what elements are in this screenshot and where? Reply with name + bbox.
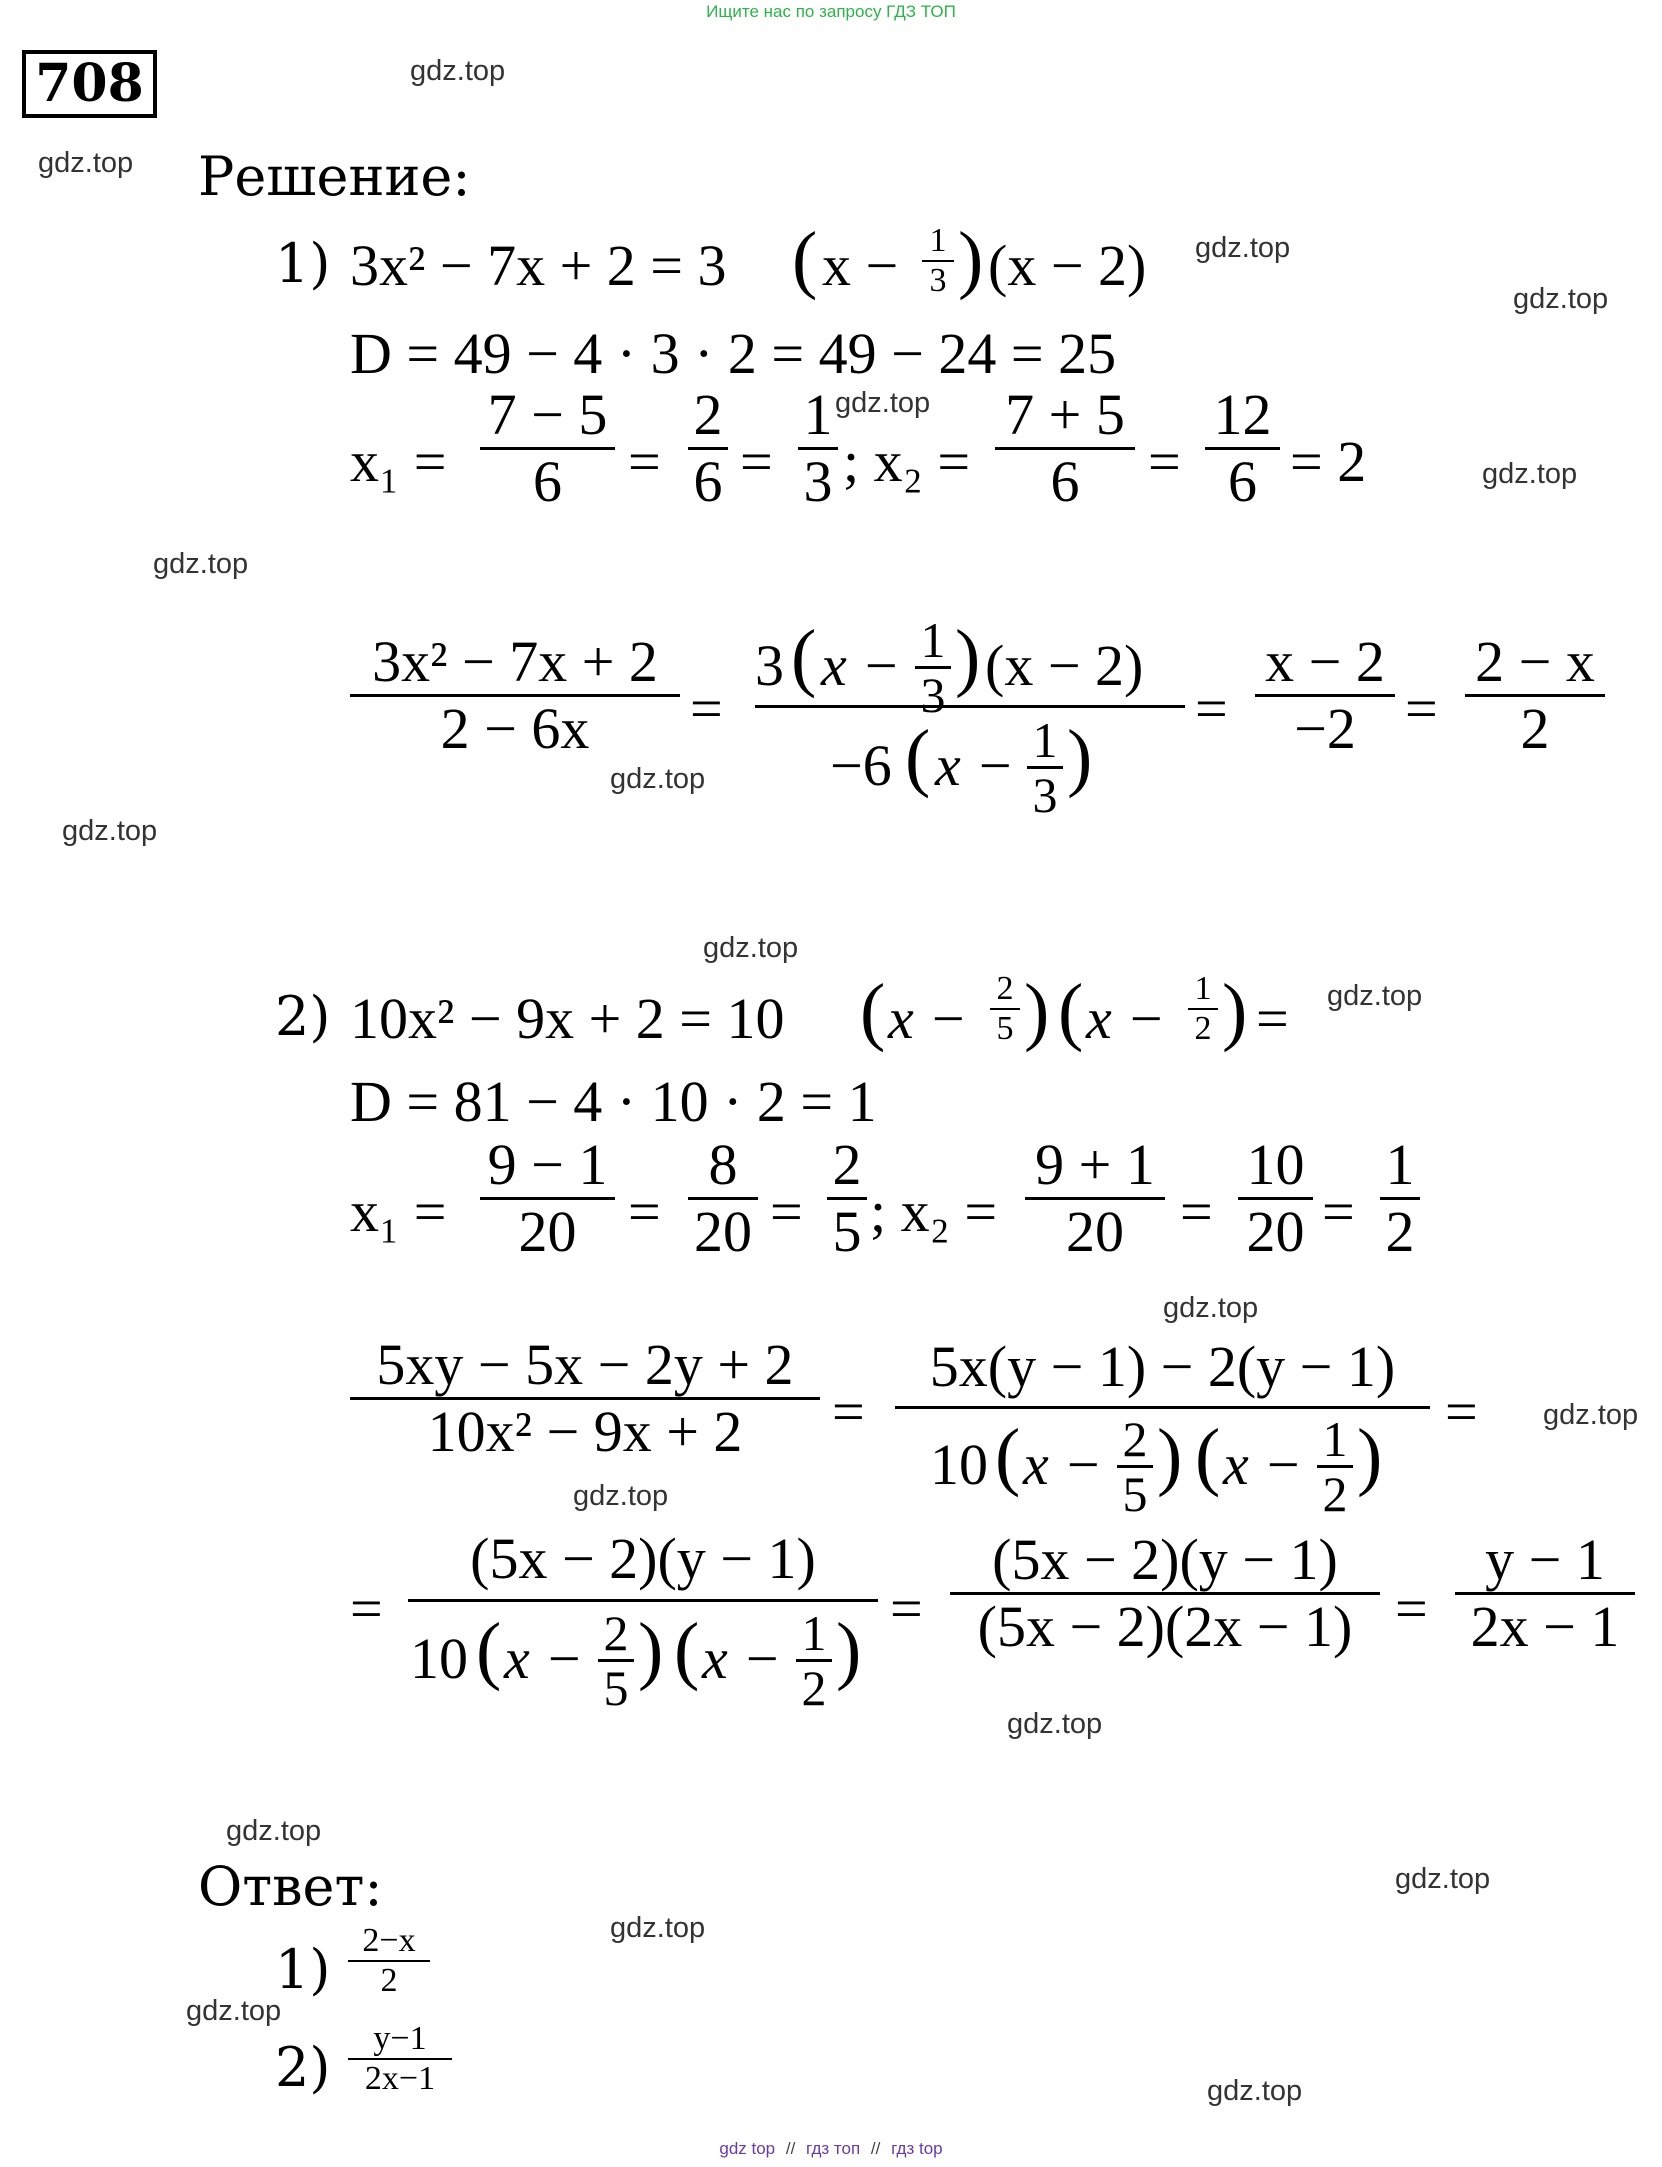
frac-num: y−1 — [373, 2020, 427, 2057]
frac-num: 5xy − 5x − 2y + 2 — [376, 1332, 794, 1397]
frac-num: 3x² − 7x + 2 — [372, 629, 658, 694]
frac-num: 9 + 1 — [1035, 1132, 1155, 1197]
equals: = — [770, 1179, 803, 1244]
paren-open: ( — [995, 1414, 1021, 1498]
frac-den-x: x − — [935, 733, 1015, 798]
equals: = — [1256, 986, 1289, 1051]
footer-links — [0, 2139, 1662, 2159]
part2-fact-frac1 — [990, 970, 1020, 1048]
frac-num: 12 — [1213, 382, 1272, 447]
frac-den-coef: 10 — [410, 1626, 468, 1691]
frac-den-x: x − — [504, 1626, 584, 1691]
part2-x2: ; x₂ = — [870, 1179, 998, 1244]
part2-fact-frac2 — [1188, 970, 1218, 1048]
inner-frac — [598, 1607, 634, 1714]
part2-x1: x₁ = — [350, 1179, 447, 1244]
part2-r2a — [1238, 1133, 1313, 1264]
equals: = — [1148, 429, 1181, 494]
frac-num: 2−x — [362, 1922, 416, 1959]
frac-den: 2 — [380, 1962, 398, 1999]
watermark: gdz.top — [153, 548, 249, 580]
footer-sep: // — [785, 2139, 796, 2158]
frac-den: 20 — [518, 1199, 577, 1264]
part2-r1 — [480, 1133, 615, 1264]
frac-bar — [408, 1599, 878, 1602]
equals: = — [740, 429, 773, 494]
watermark: gdz.top — [573, 1480, 669, 1512]
frac-den: 3 — [803, 449, 833, 514]
frac-den: 5 — [1122, 1466, 1148, 1522]
frac-den: 3 — [1032, 767, 1058, 823]
answer-heading: Ответ: — [198, 1855, 383, 1918]
frac-num: 2 — [693, 382, 723, 447]
part1-r1a — [688, 383, 728, 514]
watermark: gdz.top — [1395, 1863, 1491, 1895]
paren-open: ( — [674, 1608, 700, 1692]
frac-num: 7 − 5 — [487, 382, 608, 447]
frac-den-x: x − — [702, 1626, 782, 1691]
part2-expr2 — [895, 1333, 1430, 1533]
frac-den: 2 — [1194, 1010, 1212, 1047]
frac-den: 5 — [603, 1660, 629, 1716]
equals: = — [1395, 1576, 1428, 1641]
frac-den: 2x − 1 — [1470, 1594, 1620, 1659]
frac-num-coef: 3 — [755, 633, 784, 698]
equals: = — [1322, 1179, 1355, 1244]
footer-sep: // — [870, 2139, 881, 2158]
footer-link-2[interactable]: гдз топ — [806, 2139, 861, 2158]
paren-close: ) — [836, 1608, 862, 1692]
frac-den-coef: 10 — [930, 1432, 988, 1497]
frac-bar — [755, 705, 1185, 708]
paren-close: ) — [1024, 969, 1050, 1053]
equals: = — [832, 1379, 865, 1444]
paren-open: ( — [1058, 969, 1084, 1053]
part2-expr5 — [1455, 1528, 1635, 1659]
part2-fact-x: x − — [1086, 986, 1166, 1051]
watermark: gdz.top — [1482, 458, 1578, 490]
frac-num-x: x − — [821, 633, 901, 698]
frac-den: 2 — [801, 1660, 827, 1716]
frac-den: 10x² − 9x + 2 — [427, 1399, 743, 1464]
frac-num: 2 — [1122, 1411, 1148, 1467]
equals: = — [890, 1576, 923, 1641]
frac-num: 7 + 5 — [1005, 382, 1125, 447]
part2-r1b — [827, 1133, 867, 1264]
frac-den: 20 — [1066, 1199, 1124, 1264]
part2-expr1 — [350, 1333, 820, 1464]
part1-r2 — [995, 383, 1135, 514]
part2-fact-lhs: 10x² − 9x + 2 = 10 — [350, 986, 785, 1051]
frac-den: 2 — [1385, 1199, 1415, 1264]
paren-open: ( — [791, 615, 817, 699]
part1-fact-rhs: (x − 2) — [988, 233, 1147, 298]
frac-num: x − 2 — [1265, 629, 1385, 694]
paren-open: ( — [905, 715, 931, 799]
inner-frac — [1027, 714, 1063, 821]
part1-discriminant: D = 49 − 4 · 3 · 2 = 49 − 24 = 25 — [350, 321, 1117, 386]
frac-num: 9 − 1 — [487, 1132, 608, 1197]
frac-num: 1 — [920, 612, 946, 668]
frac-den: 5 — [832, 1199, 862, 1264]
part1-x1: x₁ = — [350, 429, 447, 494]
equals: = — [1195, 676, 1228, 741]
paren-close: ) — [1067, 715, 1093, 799]
frac-num: 1 — [1322, 1411, 1348, 1467]
part1-simp-frac3 — [1255, 630, 1395, 761]
part1-paren-close: ) — [958, 217, 984, 301]
watermark: gdz.top — [38, 147, 134, 179]
frac-num-tail: (x − 2) — [985, 633, 1144, 698]
frac-num: 2 — [603, 1605, 629, 1661]
paren-open: ( — [476, 1608, 502, 1692]
answer2-frac — [348, 2020, 452, 2098]
watermark: gdz.top — [186, 1995, 282, 2027]
part1-simp-frac2 — [755, 612, 1185, 823]
part2-r2b — [1380, 1133, 1420, 1264]
part1-simp-final — [1465, 630, 1605, 761]
equals: = — [350, 1576, 383, 1641]
part1-factorization — [350, 232, 727, 299]
footer-link-3[interactable]: гдз top — [891, 2139, 943, 2158]
frac-num: 10 — [1246, 1132, 1305, 1197]
part2-fact-x: x − — [888, 986, 968, 1051]
paren-close: ) — [1357, 1414, 1383, 1498]
part2-label: 2) — [275, 985, 331, 1048]
inner-frac — [1117, 1413, 1153, 1520]
frac-den-x: x − — [1023, 1432, 1103, 1497]
equals: = — [1180, 1179, 1213, 1244]
frac-den: (5x − 2)(2x − 1) — [977, 1594, 1353, 1659]
paren-open: ( — [860, 969, 886, 1053]
part1-label: 1) — [275, 232, 331, 295]
part2-expr3 — [408, 1525, 878, 1725]
equals: = — [690, 676, 723, 741]
frac-num: 5x(y − 1) − 2(y − 1) — [929, 1334, 1396, 1399]
problem-number: 708 — [22, 50, 157, 118]
part1-r1b — [798, 383, 838, 514]
frac-den: 3 — [929, 262, 947, 299]
frac-den: 6 — [693, 449, 723, 514]
part1-simp-frac1 — [350, 630, 680, 761]
frac-den: 3 — [920, 667, 946, 723]
frac-den: 2 — [1322, 1466, 1348, 1522]
equals: = — [628, 429, 661, 494]
footer-link-1[interactable]: gdz top — [719, 2139, 776, 2158]
inner-frac — [796, 1607, 832, 1714]
watermark: gdz.top — [1207, 2075, 1303, 2107]
part1-fact-mid: x − — [822, 233, 899, 298]
frac-num: 2 — [832, 1132, 862, 1197]
equals: = — [1445, 1379, 1478, 1444]
part1-fact-frac — [922, 222, 954, 300]
frac-den: 20 — [1246, 1199, 1305, 1264]
part1-x2: ; x₂ = — [843, 429, 971, 494]
part2-r1a — [688, 1133, 758, 1264]
part1-fact-lhs: 3x² − 7x + 2 = 3 — [350, 233, 727, 298]
watermark: gdz.top — [1007, 1708, 1103, 1740]
watermark: gdz.top — [410, 55, 506, 87]
frac-den: −2 — [1294, 696, 1356, 761]
frac-num: (5x − 2)(y − 1) — [470, 1526, 816, 1591]
part1-paren-open: ( — [792, 217, 818, 301]
answer2-label: 2) — [275, 2036, 331, 2099]
paren-open: ( — [1195, 1414, 1221, 1498]
frac-num: y − 1 — [1485, 1527, 1605, 1592]
watermark: gdz.top — [703, 932, 799, 964]
watermark: gdz.top — [1327, 980, 1423, 1012]
part1-r2-val: = 2 — [1290, 429, 1367, 494]
frac-den-coef: −6 — [830, 733, 892, 798]
frac-num: 1 — [1385, 1132, 1415, 1197]
part2-r2 — [1025, 1133, 1165, 1264]
part1-r1 — [480, 383, 615, 514]
frac-num: 8 — [708, 1132, 738, 1197]
frac-den: 2 − 6x — [440, 696, 590, 761]
frac-num: 1 — [1194, 970, 1212, 1007]
part1-r2a — [1205, 383, 1280, 514]
watermark: gdz.top — [835, 387, 931, 419]
frac-den: 20 — [694, 1199, 752, 1264]
frac-den: 6 — [533, 449, 562, 514]
frac-den: 6 — [1050, 449, 1080, 514]
watermark: gdz.top — [610, 1912, 706, 1944]
inner-frac — [1317, 1413, 1353, 1520]
frac-num: 1 — [929, 222, 947, 259]
watermark: gdz.top — [1513, 283, 1609, 315]
watermark: gdz.top — [1543, 1399, 1639, 1431]
frac-num: 2 — [996, 970, 1014, 1007]
frac-den-x: x − — [1223, 1432, 1303, 1497]
paren-close: ) — [1157, 1414, 1183, 1498]
part2-discriminant: D = 81 − 4 · 10 · 2 = 1 — [350, 1069, 877, 1134]
paren-close: ) — [638, 1608, 664, 1692]
frac-bar — [895, 1406, 1430, 1409]
top-banner[interactable]: Ищите нас по запросу ГДЗ ТОП — [706, 2, 956, 21]
watermark: gdz.top — [610, 763, 706, 795]
solution-heading: Решение: — [198, 145, 471, 208]
watermark: gdz.top — [1195, 232, 1291, 264]
watermark: gdz.top — [62, 815, 158, 847]
frac-den: 2x−1 — [364, 2060, 436, 2097]
frac-den: 6 — [1228, 449, 1257, 514]
answer1-label: 1) — [275, 1938, 331, 2001]
paren-close: ) — [955, 615, 981, 699]
part2-expr4 — [950, 1528, 1380, 1659]
frac-num: 1 — [1032, 712, 1058, 768]
equals: = — [1405, 676, 1438, 741]
frac-num: 2 − x — [1475, 629, 1595, 694]
frac-num: 1 — [801, 1605, 827, 1661]
paren-close: ) — [1222, 969, 1248, 1053]
watermark: gdz.top — [1163, 1292, 1259, 1324]
answer1-frac — [348, 1922, 430, 2000]
frac-den: 5 — [996, 1010, 1014, 1047]
frac-num: 1 — [803, 382, 833, 447]
equals: = — [628, 1179, 661, 1244]
frac-num: (5x − 2)(y − 1) — [992, 1527, 1338, 1592]
frac-den: 2 — [1520, 696, 1550, 761]
watermark: gdz.top — [226, 1815, 322, 1847]
